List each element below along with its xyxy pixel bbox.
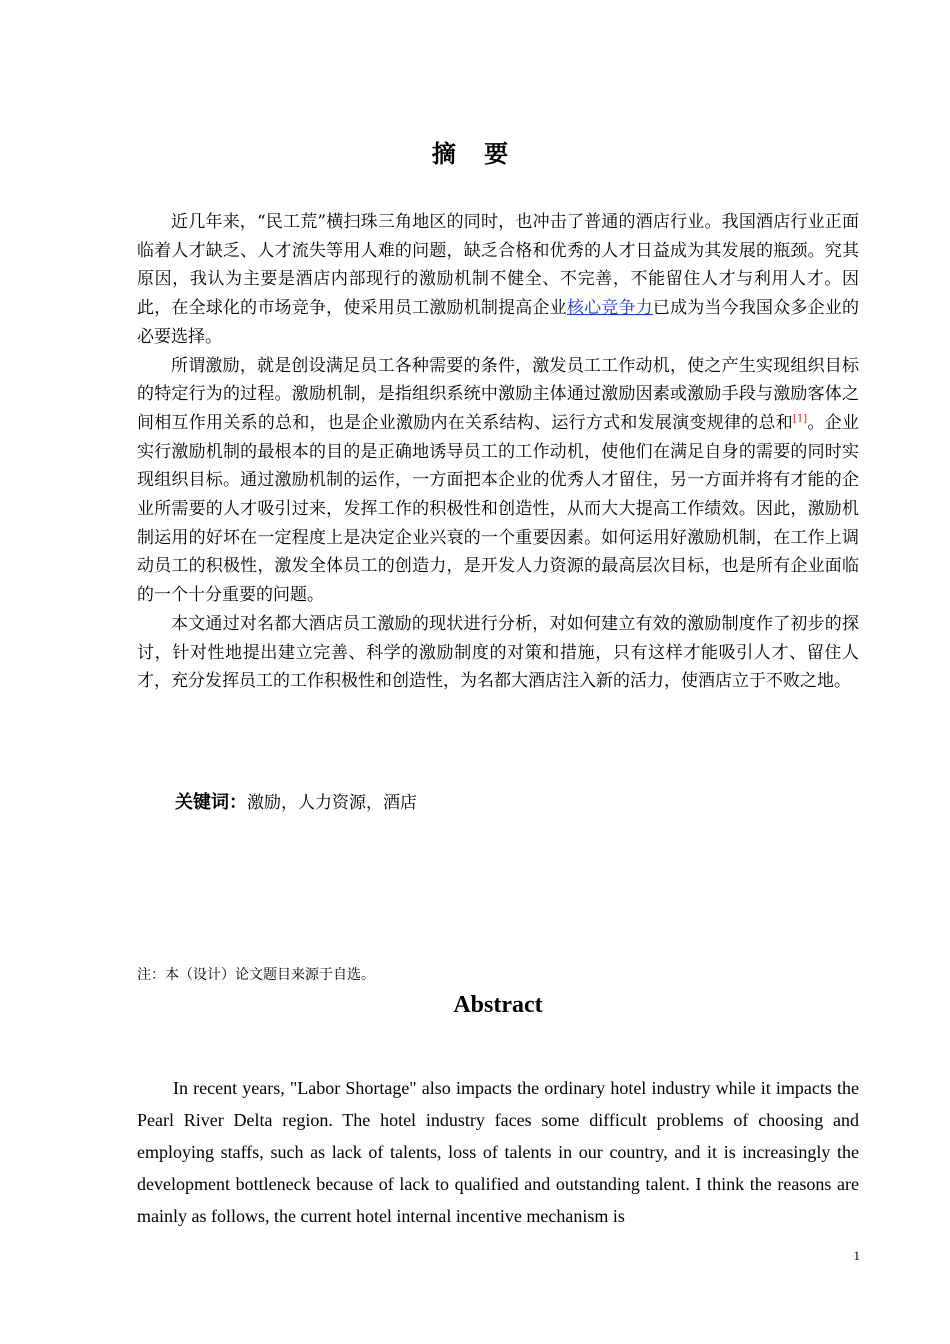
keywords-label: 关键词： [175,792,247,813]
keywords-line [175,789,855,817]
cn-paragraph-3: 本文通过对名都大酒店员工激励的现状进行分析，对如何建立有效的激励制度作了初步的探讨，针对性地提出建立完善、科学的激励制度的对策和措施，只有这样才能吸引人才、留住人才，充分发挥员工的工作积极性和创造性，为名都大酒店注入新的活力，使酒店立于不败之地。 [137,613,859,692]
source-note: 注：本（设计）论文题目来源于自选。 [137,967,375,983]
cn-p2-text-end: 。企业实行激励机制的最根本的目的是正确地诱导员工的工作动机，使他们在满足自身的需要的同时实现组织目标。通过激励机制的运作，一方面把本企业的优秀人才留住，另一方面并将有才能的企业所需要的人才吸引过来，发挥工作的积极性和创造性，从而大大提高工作绩效。因此，激励机制运用的好坏在一定程度上是决定企业兴衰的一个重要因素。如何运用好激励机制，在工作上调动员工的积极性，激发全体员工的创造力，是开发人力资源的最高层次目标，也是所有企业面临的一个十分重要的问题。 [137,412,860,606]
citation-ref-1[interactable]: [1] [793,413,808,425]
en-paragraph-1: In recent years, "Labor Shortage" also impacts the ordinary hotel industry while it impacts the Pearl River Delta region. The hotel industry faces some difficult problems of choosing and employing staffs, such as lack of talents, loss of talents in our country, and it is increasingly the development bottleneck because of lack to qualified and outstanding talent. I think the reasons are mainly as follows, the current hotel internal incentive mechanism is [137,1078,859,1226]
cn-p2-text: 所谓激励，就是创设满足员工各种需要的条件，激发员工工作动机，使之产生实现组织目标的特定行为的过程。激励机制，是指组织系统中激励主体通过激励因素或激励手段与激励客体之间相互作用关系的总和，也是企业激励内在关系结构、运行方式和发展演变规律的总和 [137,355,859,433]
cn-paragraph-2 [137,352,859,610]
core-competitiveness-link[interactable]: 核心竞争力 [566,298,653,319]
abstract-cn-body [137,208,859,696]
cn-p1-text-end: 已成为当今我国众多企业的必要选择。 [137,298,860,347]
abstract-cn-title: 摘 要 [431,139,519,168]
cn-paragraph-1 [137,208,859,352]
page-number: 1 [853,1248,860,1263]
keywords-value: 激励，人力资源，酒店 [247,793,417,813]
abstract-en-body [137,1072,859,1232]
abstract-en-title: Abstract [453,992,543,1018]
cn-p1-text: 近几年来，“民工荒”横扫珠三角地区的同时，也冲击了普通的酒店行业。我国酒店行业正面临着人才缺乏、人才流失等用人难的问题，缺乏合格和优秀的人才日益成为其发展的瓶颈。究其原因，我认为主要是酒店内部现行的激励机制不健全、不完善，不能留住人才与利用人才。因此，在全球化的市场竞争，使采用员工激励机制提高企业 [137,212,859,319]
